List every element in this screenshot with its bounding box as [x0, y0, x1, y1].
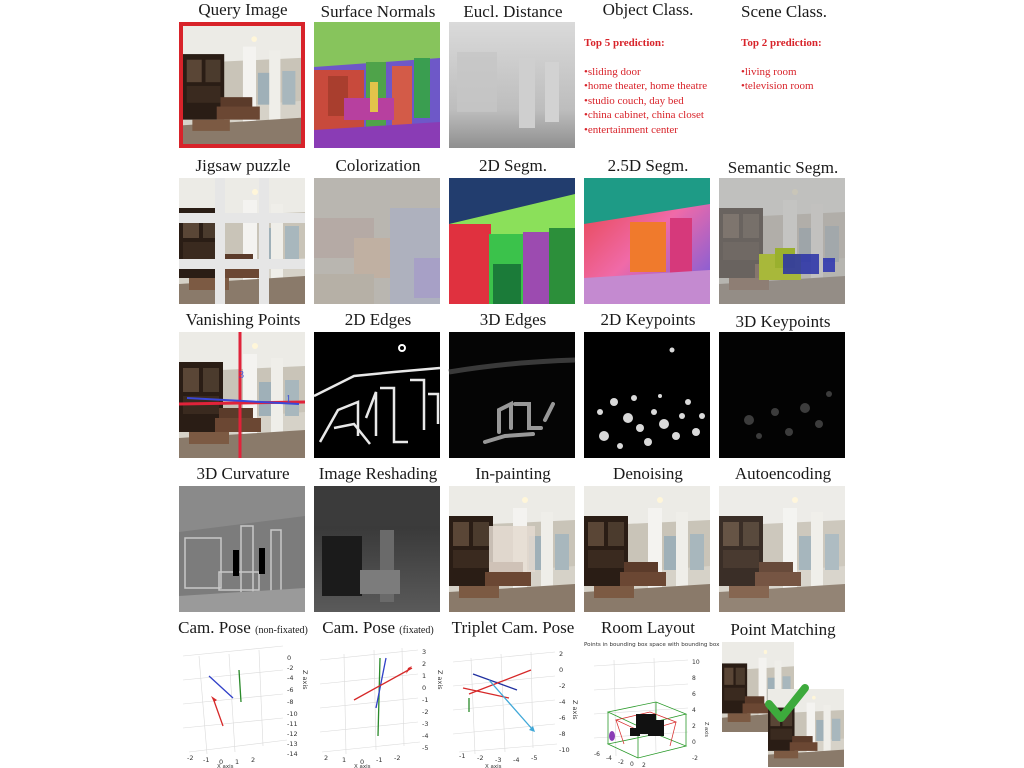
task-label-point-matching: Point Matching	[730, 620, 836, 639]
fix-x-tick: 1	[342, 756, 347, 764]
nonfix-z-tick: 0	[287, 654, 292, 662]
query-image	[179, 22, 305, 148]
eucl-distance-output	[449, 22, 575, 148]
task-label-denoising: Denoising	[613, 464, 683, 483]
nonfix-z-axis-label: Z axis	[301, 670, 309, 690]
nonfix-x-tick: -1	[203, 756, 210, 764]
triplet-z-tick: -4	[559, 698, 566, 706]
room-x-tick: -2	[618, 759, 624, 766]
fix-z-tick: -2	[422, 708, 429, 716]
triplet-x-tick: -3	[495, 756, 502, 764]
object-class-predictions	[584, 36, 724, 137]
semantic-segm-output	[719, 178, 845, 304]
triplet-x-tick: -1	[459, 752, 466, 760]
triplet-x-axis-label: X axis	[485, 764, 502, 768]
fix-x-tick: 2	[324, 754, 329, 762]
triplet-z-tick: 0	[559, 666, 564, 674]
room-z-tick: -2	[692, 755, 698, 762]
room-layout-plot-title: Points in bounding box space with bounding box	[584, 642, 720, 648]
denoising-output	[584, 486, 710, 612]
triplet-z-tick: -6	[559, 714, 566, 722]
object-class-item: • studio couch, day bed	[584, 94, 724, 109]
task-label-triplet-cam-pose: Triplet Cam. Pose	[451, 618, 575, 637]
cam-pose-fix-plot	[314, 640, 444, 768]
room-z-axis-label: Z axis	[703, 722, 709, 738]
segm-2d-output	[449, 178, 575, 304]
task-label-semantic-segm: Semantic Segm.	[727, 158, 839, 177]
fix-z-tick: 1	[422, 672, 427, 680]
room-x-tick: -6	[594, 751, 600, 758]
scene-class-item: • television room	[741, 79, 851, 94]
nonfix-z-tick: -8	[287, 698, 294, 706]
task-label-eucl-distance: Eucl. Distance	[463, 2, 563, 21]
fix-x-tick: 0	[360, 758, 365, 766]
triplet-x-tick: -5	[531, 754, 538, 762]
nonfix-z-tick: -11	[287, 720, 298, 728]
task-label-surface-normals: Surface Normals	[320, 2, 436, 21]
triplet-z-axis-label: Z axis	[571, 700, 579, 720]
task-label-3d-keypoints: 3D Keypoints	[735, 312, 831, 331]
object-class-item: • china cabinet, china closet	[584, 108, 724, 123]
triplet-z-tick: -2	[559, 682, 566, 690]
scene-class-heading: Top 2 prediction:	[741, 37, 822, 49]
reshading-output	[314, 486, 440, 612]
keypoints-2d-output	[584, 332, 710, 458]
triplet-z-tick: -10	[559, 746, 570, 754]
triplet-z-tick: 2	[559, 650, 564, 658]
task-label-query-image: Query Image	[198, 0, 288, 19]
task-label-object-class: Object Class.	[602, 0, 694, 19]
room-x-tick: -4	[606, 755, 612, 762]
room-z-tick: 0	[692, 739, 696, 746]
nonfix-z-tick: -14	[287, 750, 298, 758]
task-label-scene-class: Scene Class.	[741, 2, 827, 21]
surface-normals-output	[314, 22, 440, 148]
fix-z-tick: 2	[422, 660, 427, 668]
task-label-vanishing-points: Vanishing Points	[185, 310, 301, 329]
cam-pose-nonfix-title: Cam. Pose	[178, 618, 251, 637]
task-label-inpainting: In-painting	[475, 464, 551, 483]
fix-z-tick: 3	[422, 648, 427, 656]
task-label-2d-keypoints: 2D Keypoints	[600, 310, 696, 329]
nonfix-z-tick: -10	[287, 710, 298, 718]
object-class-item: • sliding door	[584, 65, 724, 80]
triplet-z-tick: -8	[559, 730, 566, 738]
object-class-heading: Top 5 prediction:	[584, 37, 665, 49]
room-z-tick: 6	[692, 691, 696, 698]
scene-class-predictions	[741, 36, 851, 94]
room-z-tick: 10	[692, 659, 700, 666]
room-z-tick: 4	[692, 707, 696, 714]
fix-x-axis-label: X axis	[354, 764, 371, 768]
scene-class-item: • living room	[741, 65, 851, 80]
task-label-colorization: Colorization	[335, 156, 421, 175]
jigsaw-output	[179, 178, 305, 304]
checkmark-icon	[765, 684, 809, 724]
task-label-cam-pose-fixated	[304, 618, 452, 641]
edges-2d-output	[314, 332, 440, 458]
cam-pose-nonfix-plot	[179, 640, 309, 768]
triplet-cam-pose-plot	[449, 640, 579, 768]
fix-z-tick: 0	[422, 684, 427, 692]
task-label-25d-segm: 2.5D Segm.	[607, 156, 689, 175]
fix-z-tick: -5	[422, 744, 429, 752]
object-class-item: • entertainment center	[584, 123, 724, 138]
segm-25d-output	[584, 178, 710, 304]
fix-z-tick: -3	[422, 720, 429, 728]
inpainting-output	[449, 486, 575, 612]
fix-x-tick: -2	[394, 754, 401, 762]
fix-z-tick: -4	[422, 732, 429, 740]
nonfix-x-tick: -2	[187, 754, 194, 762]
task-label-3d-edges: 3D Edges	[479, 310, 547, 329]
room-x-tick: 2	[642, 762, 646, 768]
nonfix-x-tick: 0	[219, 758, 224, 766]
fix-x-tick: -1	[376, 756, 383, 764]
room-z-tick: 8	[692, 675, 696, 682]
task-label-cam-pose-nonfixated	[169, 618, 317, 641]
nonfix-z-tick: -6	[287, 686, 294, 694]
nonfix-x-tick: 2	[251, 756, 256, 764]
nonfix-x-tick: 1	[235, 758, 240, 766]
cam-pose-fix-title: Cam. Pose	[322, 618, 396, 637]
cam-pose-nonfix-note: (non-fixated)	[255, 625, 308, 636]
fix-z-axis-label: Z axis	[436, 670, 444, 690]
vanishing-points-output	[179, 332, 305, 458]
nonfix-z-tick: -4	[287, 674, 294, 682]
vanishing-point-label: 1	[286, 394, 291, 405]
room-x-tick: 0	[630, 761, 634, 768]
object-class-item: • home theater, home theatre	[584, 79, 724, 94]
task-label-room-layout: Room Layout	[601, 618, 695, 637]
autoencoding-output	[719, 486, 845, 612]
triplet-x-tick: -4	[513, 756, 520, 764]
nonfix-z-tick: -13	[287, 740, 298, 748]
task-label-autoencoding: Autoencoding	[734, 464, 832, 483]
task-label-3d-curvature: 3D Curvature	[196, 464, 290, 483]
nonfix-z-tick: -2	[287, 664, 294, 672]
task-label-image-reshading: Image Reshading	[318, 464, 438, 483]
nonfix-x-axis-label: X axis	[217, 764, 234, 768]
colorization-output	[314, 178, 440, 304]
task-label-2d-segm: 2D Segm.	[479, 156, 547, 175]
curvature-3d-output	[179, 486, 305, 612]
task-label-2d-edges: 2D Edges	[344, 310, 412, 329]
task-label-jigsaw: Jigsaw puzzle	[195, 156, 291, 175]
cam-pose-fix-note: (fixated)	[399, 625, 434, 636]
vanishing-point-label: 3	[239, 370, 244, 381]
keypoints-3d-output	[719, 332, 845, 458]
nonfix-z-tick: -12	[287, 730, 298, 738]
triplet-x-tick: -2	[477, 754, 484, 762]
fix-z-tick: -1	[422, 696, 429, 704]
room-z-tick: 2	[692, 723, 696, 730]
edges-3d-output	[449, 332, 575, 458]
room-layout-plot	[584, 640, 720, 768]
